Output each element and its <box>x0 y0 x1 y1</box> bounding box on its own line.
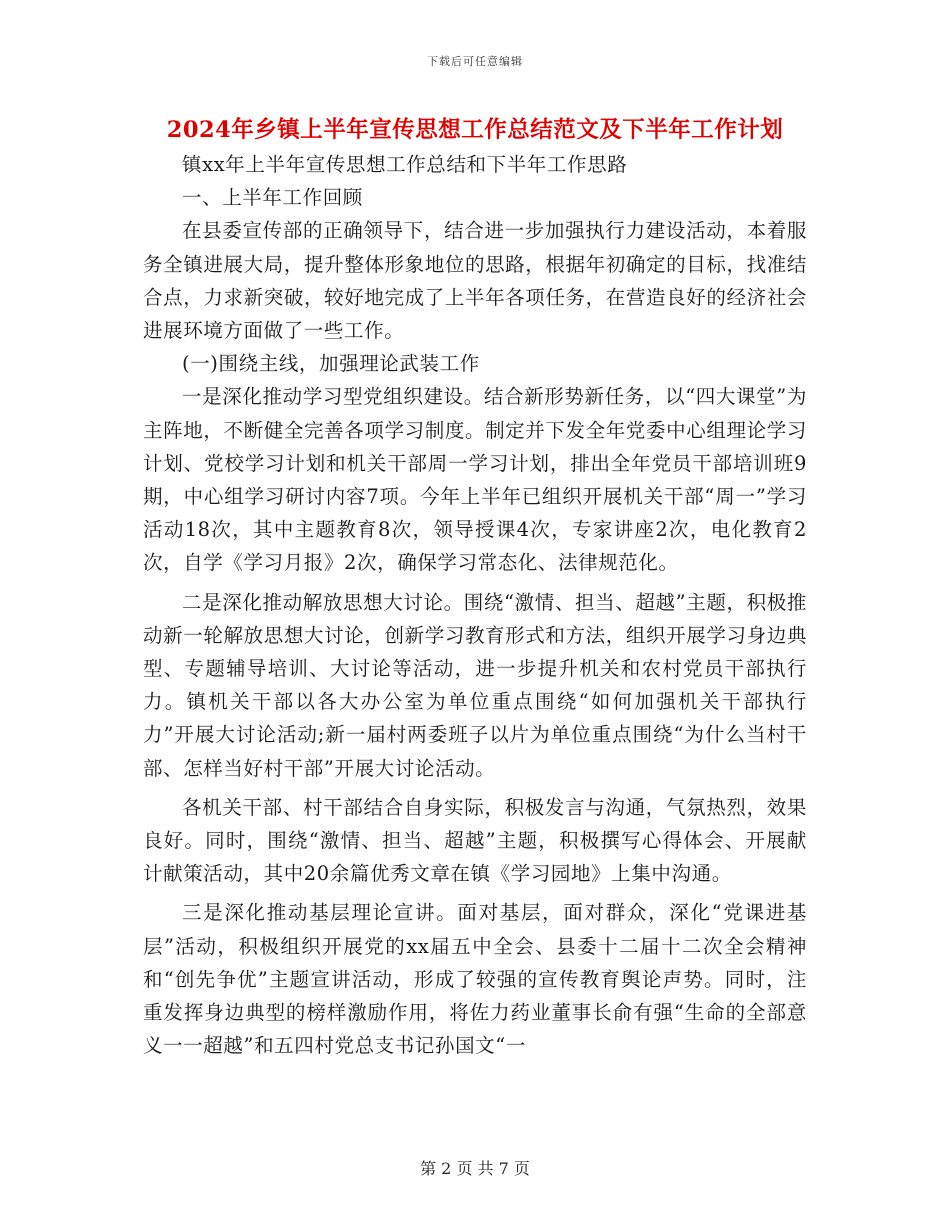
paragraph-item-2-cont: 各机关干部、村干部结合自身实际，积极发言与沟通，气氛热烈，效果良好。同时，围绕“激情、担当、超越”主题，积极撰写心得体会、开展献计献策活动，其中20余篇优秀文章在镇《学习园地》上集中沟通。 <box>143 795 807 886</box>
paragraph-subtitle: 镇xx年上半年宣传思想工作总结和下半年工作思路 <box>182 153 628 176</box>
paragraph-item-2: 二是深化推动解放思想大讨论。围绕“激情、担当、超越”主题，积极推动新一轮解放思想大讨论，创新学习教育形式和方法，组织开展学习身边典型、专题辅导培训、大讨论等活动，进一步提升机关和农村党员干部执行力。镇机关干部以各大办公室为单位重点围绕“如何加强机关干部执行力”开展大讨论活动;新一届村两委班子以片为单位重点围绕“为什么当村干部、怎样当好村干部”开展大讨论活动。 <box>143 590 807 780</box>
paragraph-item-1: 一是深化推动学习型党组织建设。结合新形势新任务，以“四大课堂”为主阵地，不断健全完善各项学习制度。制定并下发全年党委中心组理论学习计划、党校学习计划和机关干部周一学习计划，排出全年党员干部培训班9期，中心组学习研讨内容7项。今年上半年已组织开展机关干部“周一”学习活动18次，其中主题教育8次，领导授课4次，专家讲座2次，电化教育2次，自学《学习月报》2次，确保学习常态化、法律规范化。 <box>143 385 807 575</box>
paragraph-intro: 在县委宣传部的正确领导下，结合进一步加强执行力建设活动，本着服务全镇进展大局，提升整体形象地位的思路，根据年初确定的目标，找准结合点，力求新突破，较好地完成了上半年各项任务，在营造良好的经济社会进展环境方面做了一些工作。 <box>143 219 807 343</box>
document-body <box>143 148 807 1062</box>
paragraph-subsection-heading: (一)围绕主线，加强理论武装工作 <box>182 352 480 376</box>
paragraph-item-3: 三是深化推动基层理论宣讲。面对基层，面对群众，深化“党课进基层”活动，积极组织开展党的xx届五中全会、县委十二届十二次全会精神和“创先争优”主题宣讲活动，形成了较强的宣传教育舆论声势。同时，注重发挥身边典型的榜样激励作用，将佐力药业董事长俞有强“生命的全部意义一一超越”和五四村党总支书记孙国文“一 <box>143 901 807 1058</box>
page-number: 第 2 页 共 7 页 <box>420 1159 530 1178</box>
header-note: 下载后可任意编辑 <box>427 55 523 68</box>
document-title: 2024年乡镇上半年宣传思想工作总结范文及下半年工作计划 <box>166 117 784 143</box>
paragraph-section-heading: 一、上半年工作回顾 <box>182 186 363 210</box>
